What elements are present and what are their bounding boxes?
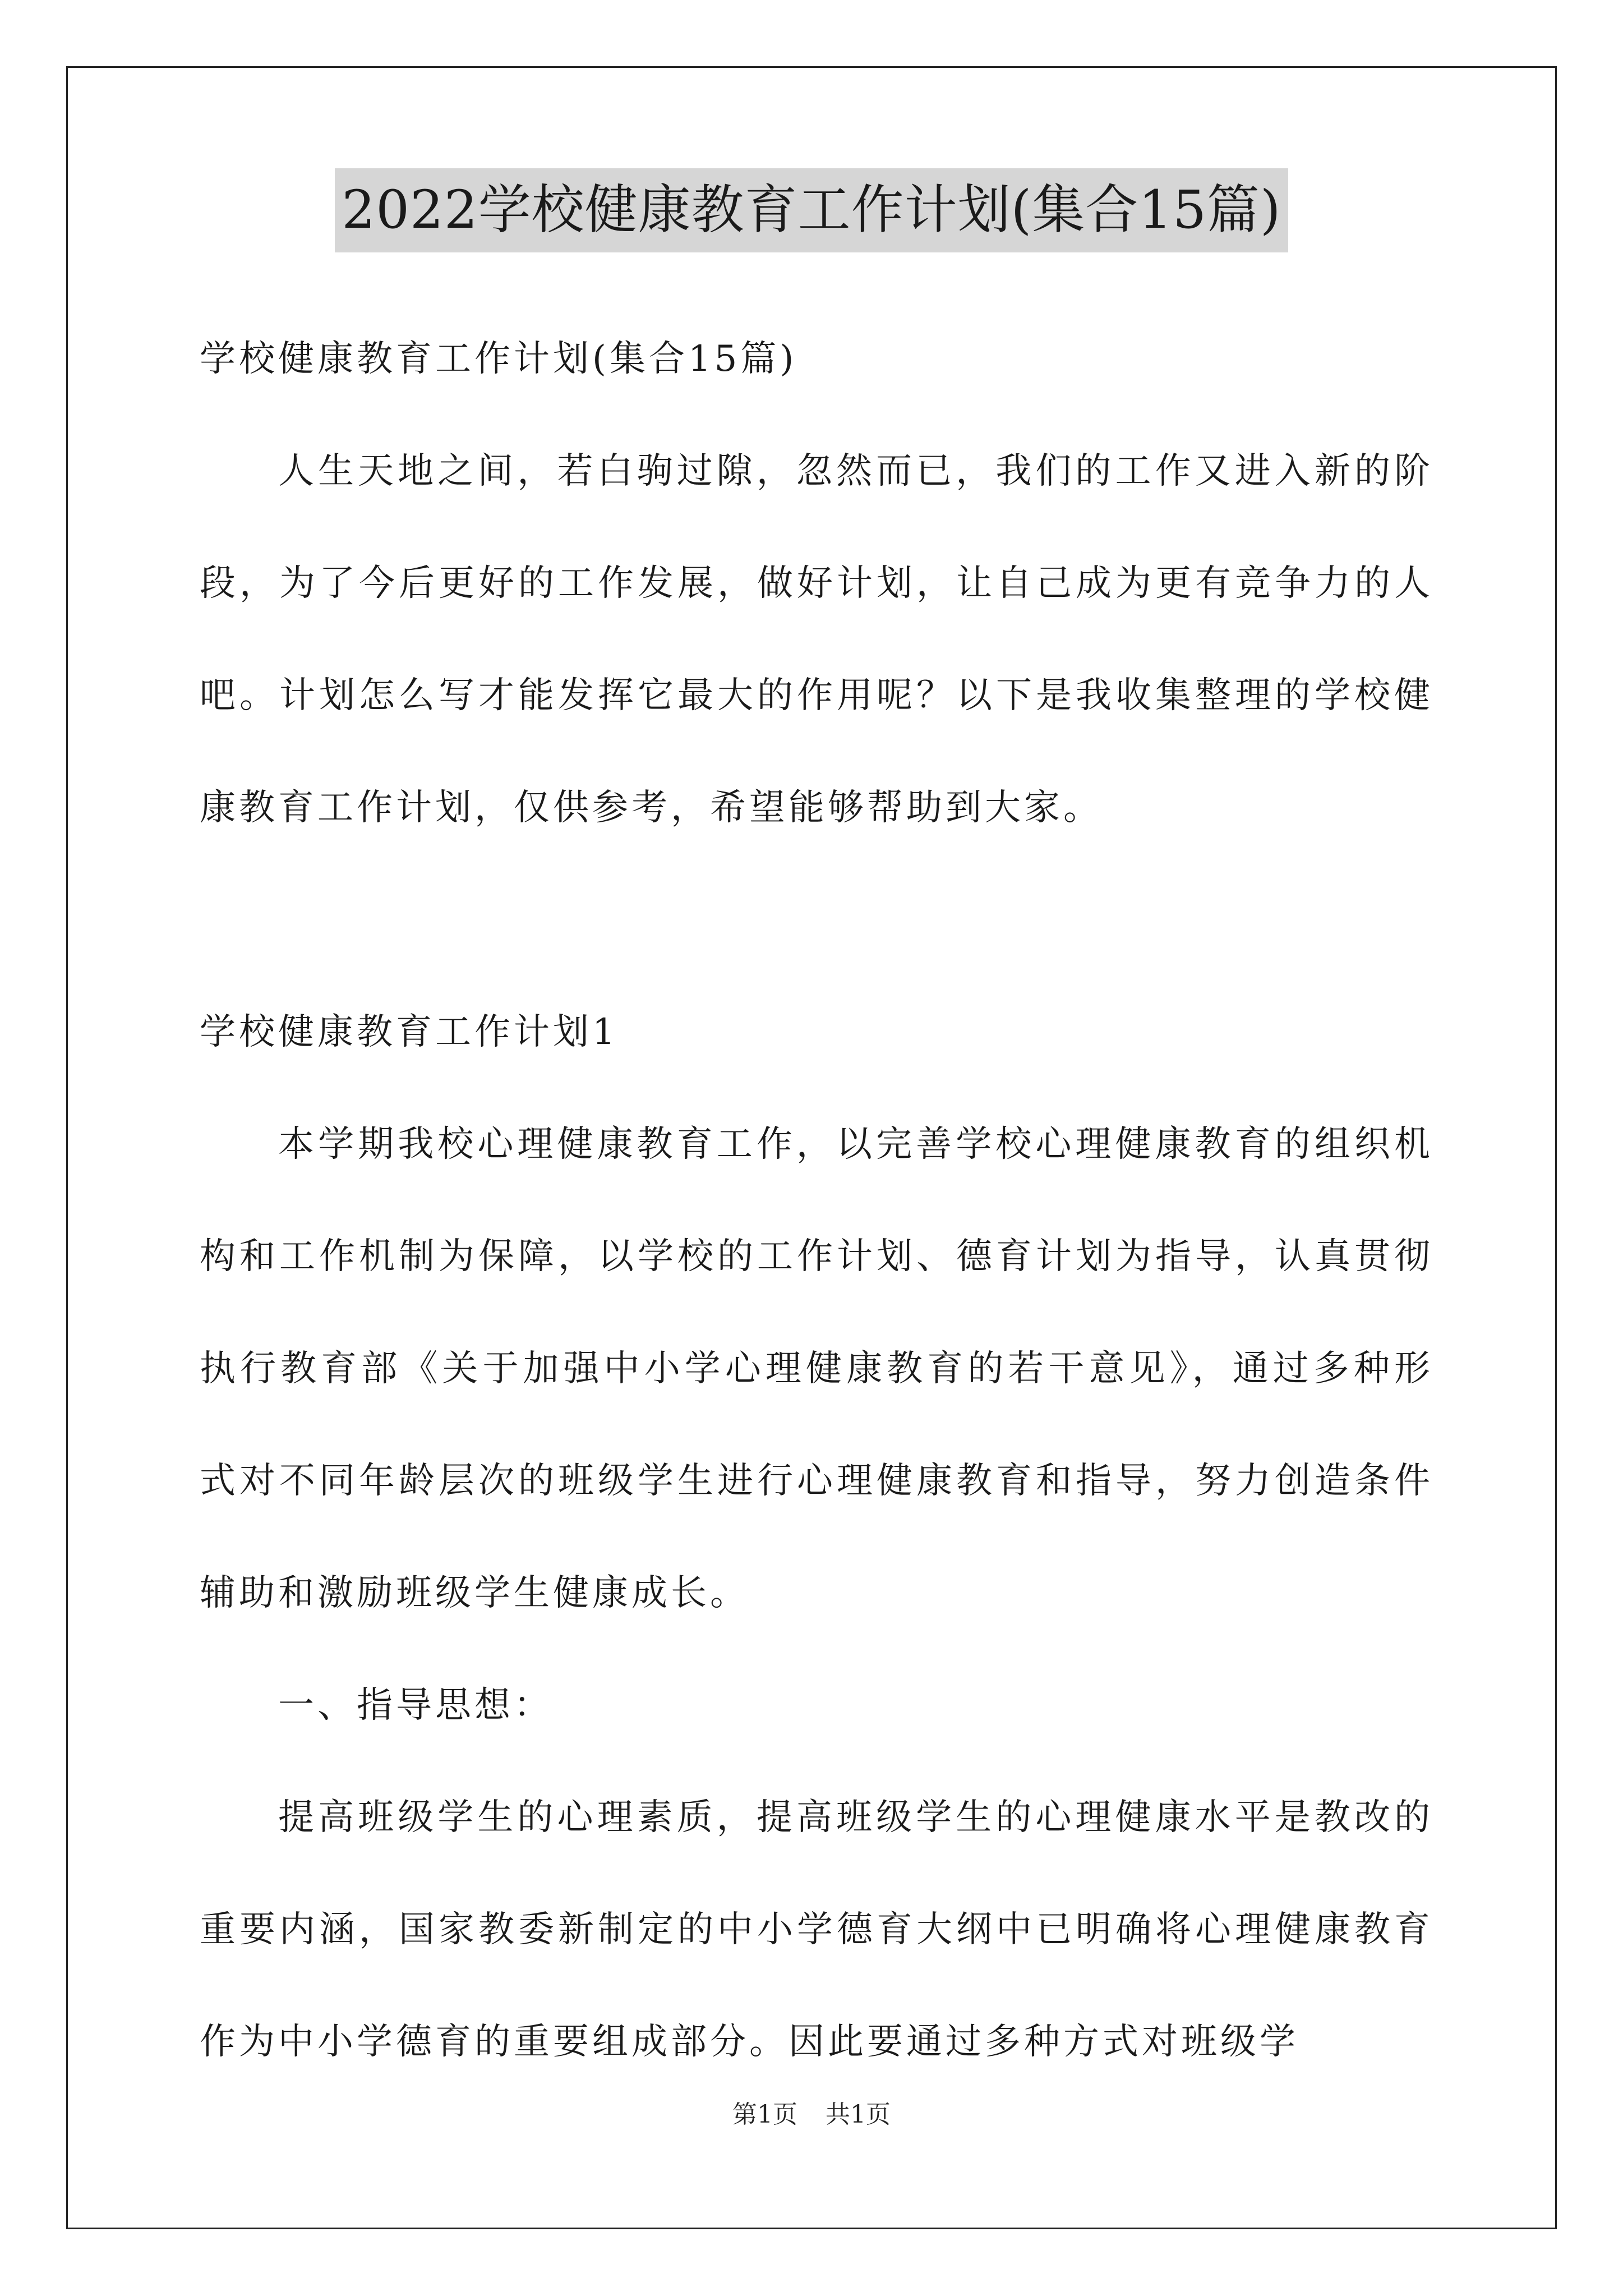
- guiding-ideology-heading: 一、指导思想：: [278, 1685, 553, 1726]
- page-number: 第1页: [732, 2100, 797, 2129]
- document-body: [200, 303, 1433, 2098]
- page-total: 共1页: [826, 2100, 891, 2129]
- body-paragraph: 本学期我校心理健康教育工作，以完善学校心理健康教育的组织机构和工作机制为保障，以学校的工作计划、德育计划为指导，认真贯彻执行教育部《关于加强中小学心理健康教育的若干意见》，通过多种形式对不同年龄层次的班级学生进行心理健康教育和指导，努力创造条件辅助和激励班级学生健康成长。: [200, 1124, 1433, 1614]
- body-paragraph: 提高班级学生的心理素质，提高班级学生的心理健康水平是教改的重要内涵，国家教委新制定的中小学德育大纲中已明确将心理健康教育作为中小学德育的重要组成部分。因此要通过多种方式对班级学: [200, 1797, 1433, 2063]
- subtitle-heading: 学校健康教育工作计划(集合15篇): [200, 338, 797, 380]
- document-title: 2022学校健康教育工作计划(集合15篇): [335, 168, 1288, 252]
- title-container: [0, 168, 1623, 252]
- intro-paragraph: 人生天地之间，若白驹过隙，忽然而已，我们的工作又进入新的阶段，为了今后更好的工作发展，做好计划，让自己成为更有竞争力的人吧。计划怎么写才能发挥它最大的作用呢？以下是我收集整理的学校健康教育工作计划，仅供参考，希望能够帮助到大家。: [200, 450, 1433, 829]
- section-heading: 学校健康教育工作计划1: [200, 1011, 619, 1053]
- page-footer: [0, 2098, 1623, 2132]
